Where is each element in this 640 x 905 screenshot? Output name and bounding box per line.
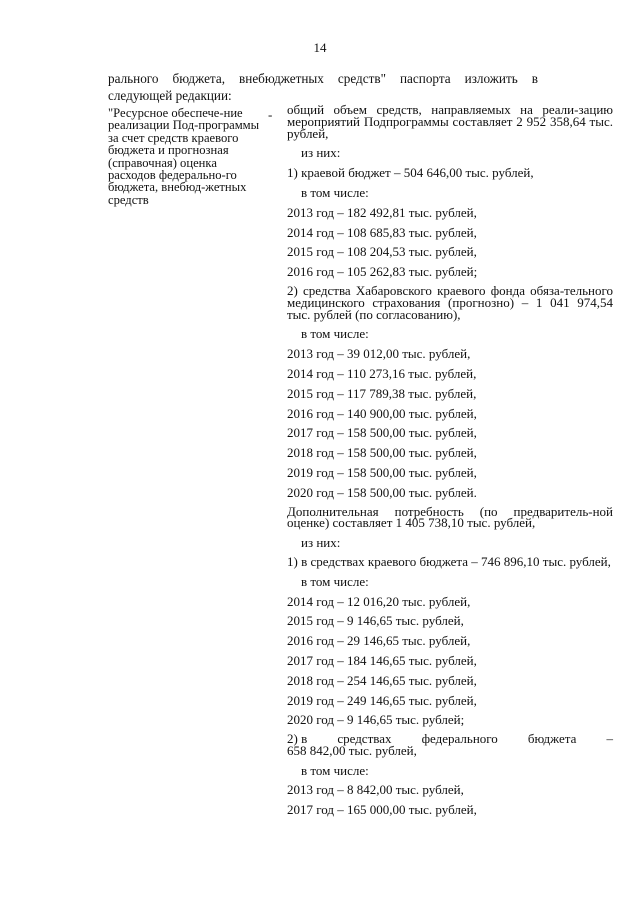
intro-paragraph: рального бюджета, внебюджетных средств" паспорта изложить в следующей редакции:	[108, 71, 538, 103]
of-them-label: из них:	[301, 535, 341, 551]
federal-word: –	[606, 731, 613, 747]
year-line: 2015 год – 9 146,65 тыс. рублей,	[287, 613, 464, 629]
including-label: в том числе:	[301, 326, 369, 342]
year-line: 2020 год – 9 146,65 тыс. рублей;	[287, 712, 465, 728]
year-line: 2018 год – 254 146,65 тыс. рублей,	[287, 672, 477, 688]
federal-word: федерального	[421, 731, 498, 747]
year-line: 2014 год – 108 685,83 тыс. рублей,	[287, 224, 477, 240]
total-volume: общий объем средств, направляемых на реали-зацию мероприятий Подпрограммы составляет 2 952 358,64 тыс. рублей,	[287, 102, 613, 141]
year-line: 2017 год – 165 000,00 тыс. рублей,	[287, 802, 477, 818]
federal-word: средствах	[337, 731, 392, 747]
page-number: 14	[313, 40, 327, 55]
year-line: 2016 год – 29 146,65 тыс. рублей,	[287, 633, 471, 649]
additional-need: Дополнительная потребность (по предваритель-ной оценке) составляет 1 405 738,10 тыс. рублей,	[287, 503, 613, 531]
year-line: 2017 год – 158 500,00 тыс. рублей,	[287, 425, 477, 441]
funding-details	[287, 104, 613, 823]
including-label: в том числе:	[301, 762, 369, 778]
year-line: 2018 год – 158 500,00 тыс. рублей,	[287, 445, 477, 461]
year-line: 2014 год – 110 273,16 тыс. рублей,	[287, 365, 477, 381]
year-line: 2013 год – 39 012,00 тыс. рублей,	[287, 346, 471, 362]
year-line: 2019 год – 158 500,00 тыс. рублей,	[287, 464, 477, 480]
year-line: 2014 год – 12 016,20 тыс. рублей,	[287, 593, 471, 609]
year-line: 2015 год – 117 789,38 тыс. рублей,	[287, 385, 477, 401]
insurance-fund-total: 2) средства Хабаровского краевого фонда обяза-тельного медицинского страхования (прогнозно) – 1 041 974,54 тыс. рублей (по согласованию),	[287, 282, 613, 322]
year-line: 2016 год – 140 900,00 тыс. рублей,	[287, 405, 477, 421]
year-line: 2017 год – 184 146,65 тыс. рублей,	[287, 652, 477, 668]
year-line: 2013 год – 182 492,81 тыс. рублей,	[287, 204, 477, 220]
including-label: в том числе:	[301, 573, 369, 589]
federal-word: 2) в	[287, 731, 308, 747]
resource-label: "Ресурсное обеспече-ние реализации Под-программы за счет средств краевого бюджета и прогнозная (справочная) оценка расходов федерально-го бюджета, внебюд-жетных средств	[108, 106, 260, 207]
including-label: в том числе:	[301, 184, 369, 200]
additional-regional-total: 1) в средствах краевого бюджета – 746 896,10 тыс. рублей,	[287, 553, 611, 569]
regional-budget-total: 1) краевой бюджет – 504 646,00 тыс. рублей,	[287, 165, 534, 181]
additional-federal-amount: 658 842,00 тыс. рублей,	[287, 742, 417, 758]
year-line: 2016 год – 105 262,83 тыс. рублей;	[287, 264, 478, 280]
year-line: 2020 год – 158 500,00 тыс. рублей.	[287, 484, 477, 500]
additional-federal-total	[287, 733, 613, 757]
year-line: 2015 год – 108 204,53 тыс. рублей,	[287, 244, 477, 260]
year-line: 2019 год – 249 146,65 тыс. рублей,	[287, 692, 477, 708]
label-dash: -	[268, 107, 273, 122]
federal-word: бюджета	[527, 731, 577, 747]
of-them-label: из них:	[301, 145, 341, 161]
year-line: 2013 год – 8 842,00 тыс. рублей,	[287, 782, 464, 798]
